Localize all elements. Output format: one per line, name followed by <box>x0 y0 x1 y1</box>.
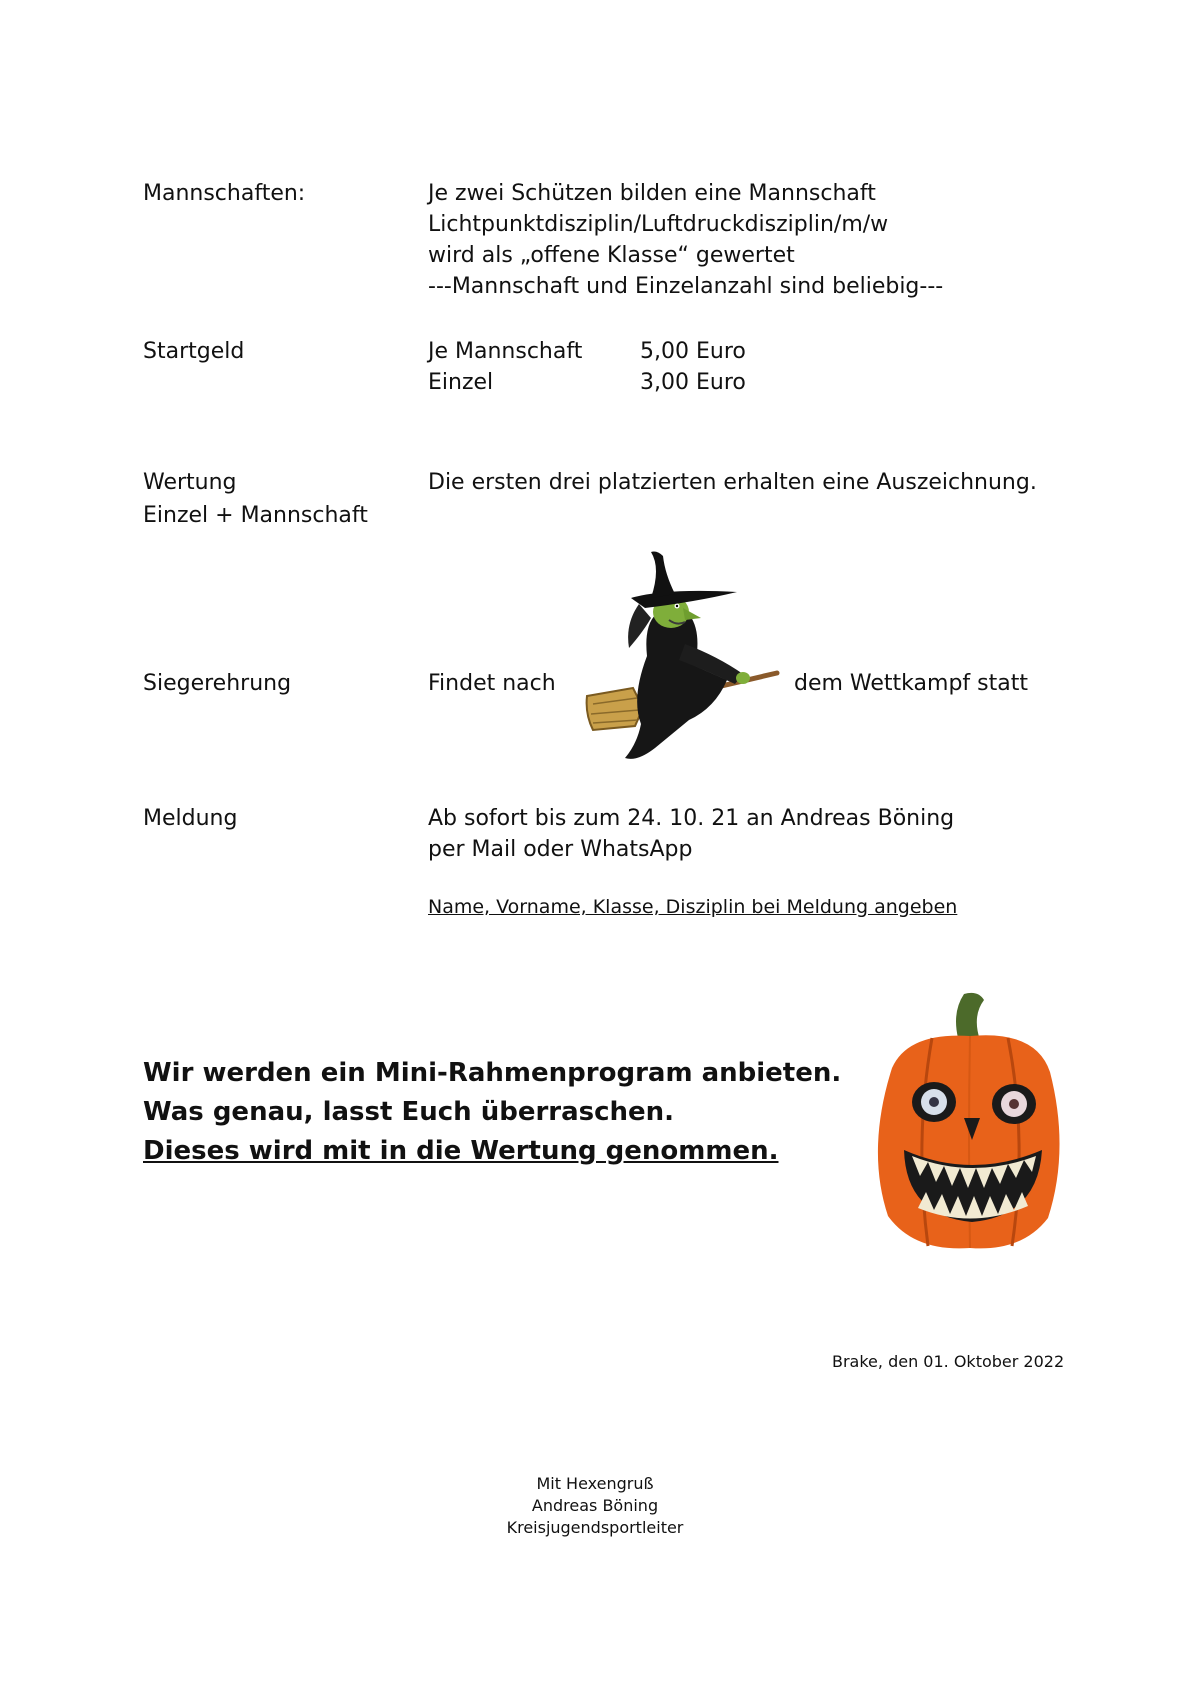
meldung-line-2: per Mail oder WhatsApp <box>428 837 693 862</box>
announcement-line-2: Was genau, lasst Euch überraschen. <box>143 1097 675 1127</box>
signature-name: Andreas Böning <box>531 1496 659 1515</box>
wertung-sublabel: Einzel + Mannschaft <box>143 503 368 528</box>
announcement-line-1: Wir werden ein Mini-Rahmenprogram anbieten. <box>143 1058 842 1088</box>
siegerehrung-text-after: dem Wettkampf statt <box>794 671 1028 696</box>
wertung-label: Wertung <box>143 470 237 495</box>
siegerehrung-text-before: Findet nach <box>428 671 556 696</box>
startgeld-label: Startgeld <box>143 339 245 364</box>
startgeld-row-2-price: 3,00 Euro <box>640 370 746 395</box>
mannschaften-label: Mannschaften: <box>143 181 306 206</box>
announcement-line-3: Dieses wird mit in die Wertung genommen. <box>143 1136 779 1166</box>
mannschaften-line-1: Je zwei Schützen bilden eine Mannschaft <box>428 181 876 206</box>
startgeld-row-2-name: Einzel <box>428 370 494 395</box>
signature-greeting: Mit Hexengruß <box>536 1474 654 1493</box>
wertung-text: Die ersten drei platzierten erhalten eine Auszeichnung. <box>428 470 1037 495</box>
witch-on-broom-icon <box>585 548 780 770</box>
mannschaften-line-3: wird als „offene Klasse“ gewertet <box>428 243 795 268</box>
meldung-note: Name, Vorname, Klasse, Disziplin bei Meldung angeben <box>428 896 958 918</box>
meldung-line-1: Ab sofort bis zum 24. 10. 21 an Andreas Böning <box>428 806 955 831</box>
siegerehrung-label: Siegerehrung <box>143 671 292 696</box>
signature-role: Kreisjugendsportleiter <box>506 1518 684 1537</box>
startgeld-row-1-price: 5,00 Euro <box>640 339 746 364</box>
mannschaften-line-4: ---Mannschaft und Einzelanzahl sind beliebig--- <box>428 274 944 299</box>
startgeld-row-1-name: Je Mannschaft <box>428 339 583 364</box>
date-line: Brake, den 01. Oktober 2022 <box>832 1352 1065 1371</box>
jack-o-lantern-icon <box>872 990 1068 1258</box>
mannschaften-line-2: Lichtpunktdisziplin/Luftdruckdisziplin/m/w <box>428 212 889 237</box>
meldung-label: Meldung <box>143 806 238 831</box>
